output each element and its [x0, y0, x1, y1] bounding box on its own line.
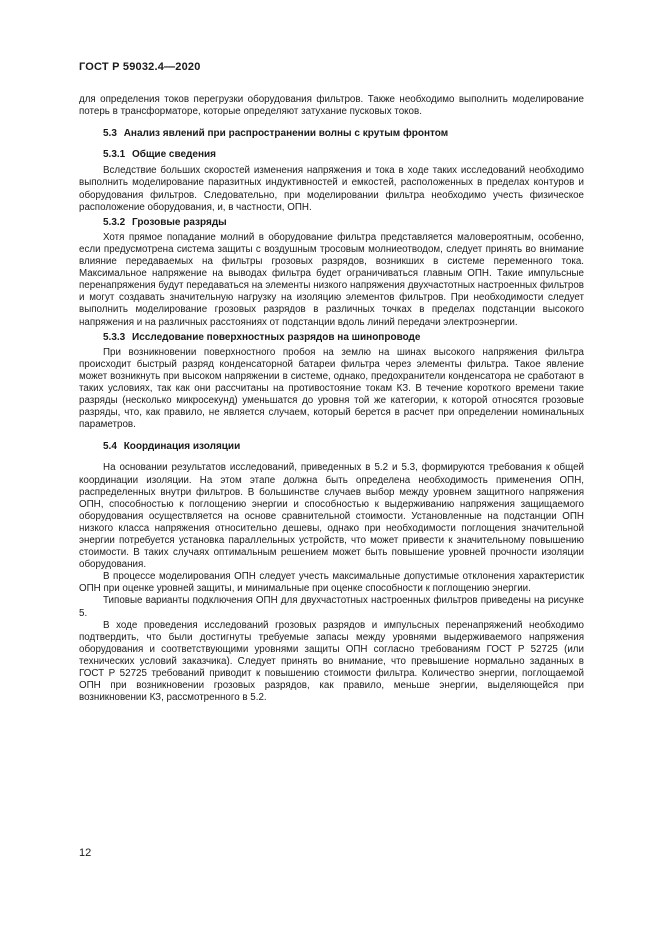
section-5-3-3-heading — [79, 332, 584, 344]
intro-paragraph: для определения токов перегрузки оборудования фильтров. Также необходимо выполнить моделирование потерь в трансформаторе, которые определяют затухание пусковых токов. — [79, 94, 584, 118]
paragraph: В ходе проведения исследований грозовых разрядов и импульсных перенапряжений необходимо подтвердить, что были достигнуты требуемые запасы между уровнями выдерживаемого напряжения оборудования и соответствующими уровнями защиты ОПН согласно требованиям ГОСТ Р 52725 (или технических условий заказчика). Следует принять во внимание, что превышение нормально заданных в ГОСТ Р 52725 требований приводит к повышению стоимости фильтра. Количество энергии, поглощаемой ОПН при возникновении грозовых разрядов, как правило, меньше энергии, выделяющейся при возникновении КЗ, рассмотренного в 5.2. — [79, 619, 584, 704]
paragraph: Типовые варианты подключения ОПН для двухчастотных настроенных фильтров приведены на рисунке 5. — [79, 595, 584, 619]
section-5-3-1-heading — [79, 149, 584, 161]
section-number: 5.3.2 — [103, 216, 126, 228]
paragraph: Хотя прямое попадание молний в оборудование фильтра представляется маловероятным, особенно, если предусмотрена система защиты с воздушным тросовым молниеотводом, следует принять во внимание влияние передаваемых на фильтры грозовых разрядов, возникших в системе переменного тока. Максимальное напряжение на выводах фильтра будет ограничиваться главным ОПН. Такие импульсные перенапряжения будут передаваться на элементы низкого напряжения двухчастотных настроенных фильтров и могут создавать значительную нагрузку на изоляцию элементов фильтров. При необходимости следует выполнить моделирование грозовых разрядов в различных точках в пределах подстанции высокого напряжения и на различных расстояниях от подстанции вдоль линий передачи электроэнергии. — [79, 231, 584, 328]
section-number: 5.4 — [103, 441, 117, 453]
page-number: 12 — [79, 847, 92, 859]
page-content — [79, 94, 584, 704]
section-5-3-heading — [79, 128, 584, 140]
section-title: Координация изоляции — [123, 441, 241, 453]
section-number: 5.3.1 — [103, 149, 126, 161]
paragraph: На основании результатов исследований, приведенных в 5.2 и 5.3, формируются требования к общей координации изоляции. На этом этапе должна быть определена необходимость применения ОПН, распределенных внутри фильтров. В большинстве случаев выбор между уровнем защитного напряжения ОПН, способностью к поглощению энергии и способностью к выдерживанию напряжения защищаемого оборудования осуществляется на основе сравнительной стоимости. Установленные на подстанции ОПН низкого класса напряжения относительно дешевы, однако при необходимости поглощения значительной энергии потребуется установка параллельных устройств, что может привести к значительному повышению стоимости. В таких случаях оптимальным решением может быть повышение уровней прочности изоляции оборудования. — [79, 462, 584, 571]
paragraph: При возникновении поверхностного пробоя на землю на шинах высокого напряжения фильтра происходит быстрый разряд конденсаторной батареи фильтра через элементы фильтра. Такое явление может возникнуть при высоком напряжении в системе, однако, предохранители конденсатора не сработают в таких условиях, так как они рассчитаны на противостояние токам КЗ. В течение короткого времени такие разряды (несколько микросекунд) уменьшатся до уровня той же категории, к которой относятся грозовые разряды, что, как правило, не является случаем, который берется в расчет при определении номинальных параметров. — [79, 346, 584, 431]
paragraph: В процессе моделирования ОПН следует учесть максимальные допустимые отклонения характеристик ОПН при оценке уровней защиты, и минимальные при оценке способности к поглощению энергии. — [79, 571, 584, 595]
section-number: 5.3 — [103, 128, 117, 140]
section-5-4-heading — [79, 441, 584, 453]
section-title: Исследование поверхностных разрядов на шинопроводе — [132, 331, 421, 343]
section-title: Грозовые разряды — [132, 216, 227, 228]
section-title: Общие сведения — [132, 149, 216, 161]
document-code-header: ГОСТ Р 59032.4—2020 — [79, 61, 201, 73]
section-5-3-2-heading — [79, 217, 584, 229]
section-number: 5.3.3 — [103, 331, 126, 343]
paragraph: Вследствие больших скоростей изменения напряжения и тока в ходе таких исследований необходимо выполнить моделирование паразитных индуктивностей и емкостей, расположенных в пределах контуров и оборудования фильтров. Следовательно, при моделировании фильтра необходимо учесть физическое расположение оборудования, и, в частности, ОПН. — [79, 165, 584, 213]
section-title: Анализ явлений при распространении волны с крутым фронтом — [123, 128, 449, 140]
